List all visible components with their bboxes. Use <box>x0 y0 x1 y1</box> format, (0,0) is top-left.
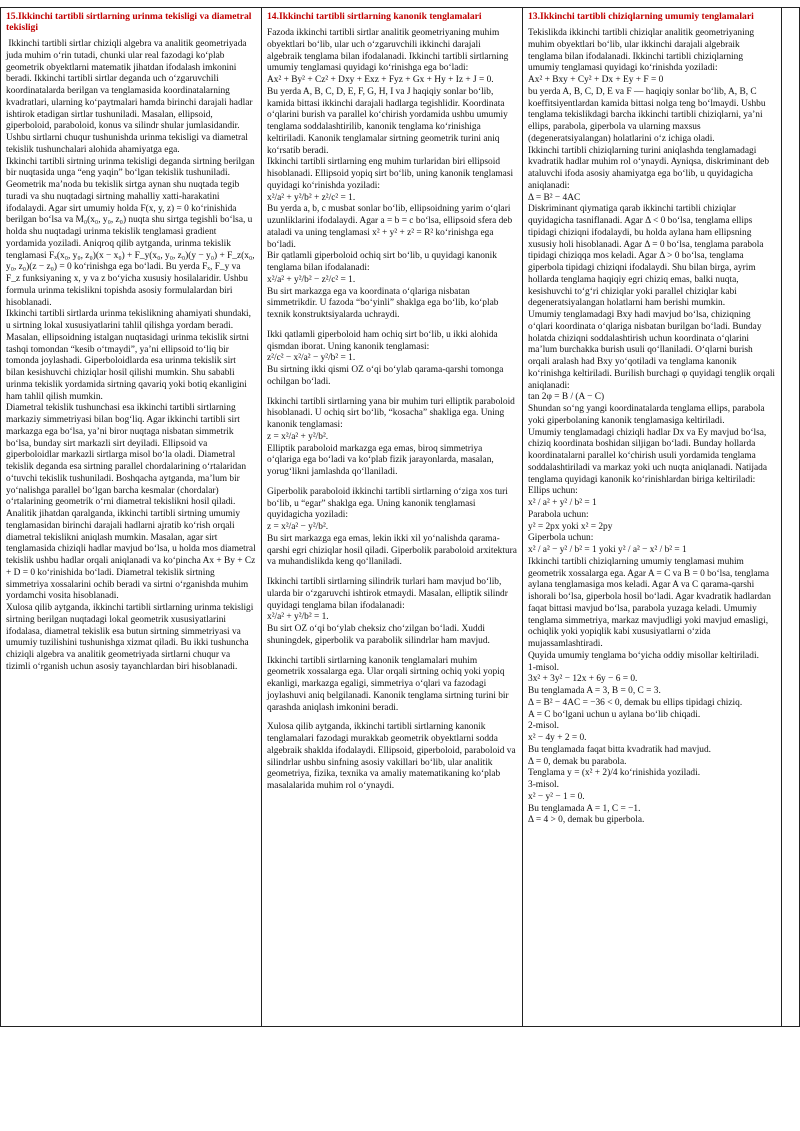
paragraph: Ikkinchi tartibli sirtlar chiziqli algebra va analitik geometriyada juda muhim o‘rin tutadi, chunki ular real fazodagi ko‘plab geometrik obyektlarni matematik jihatdan ifodalash imkonini beradi. Ikkinchi tartibli sirtlar deganda uch o‘zgaruvchili koordinatalarda berilgan va tenglamasida koordinatalarning kvadratlari, ularning ko‘paytmalari hamda birinchi darajali hadlar ishtirok etadigan sirtlar tushuniladi. Masalan, ellipsoid, giperboloid, paraboloid, konus va silindr shular jumlasidandir. Ushbu sirtlarni chuqur tushunishda urinma tekisligi va diametral tekislik tushunchalari alohida ahamiyatga ega. <box>6 39 255 155</box>
paragraph: Giperbola uchun: x² / a² − y² / b² = 1 yoki y² / a² − x² / b² = 1 <box>528 533 687 556</box>
paragraph: Giperbolik paraboloid ikkinchi tartibli sirtlarning o‘ziga xos turi bo‘lib, u “egar” shaklga ega. Uning kanonik tenglamasi quyidagicha yoziladi: z = x²/a² − y²/b². <box>267 486 508 533</box>
column-surfaces-canonical <box>262 8 523 1027</box>
section-body <box>528 28 776 827</box>
paragraph-gap <box>267 714 517 722</box>
paragraph-gap <box>267 648 517 656</box>
paragraph: Diametral tekislik tushunchasi esa ikkinchi tartibli sirtlarning markaziy simmetriyasi bilan bog‘liq. Agar ikkinchi tartibli sirt markazga ega bo‘lsa, ya’ni biror nuqtaga nisbatan simmetrik bo‘lsa, bunday sirt markazli sirt deyiladi. Ellipsoid va giperboloidlar markazli sirtlarga misol bo‘la oladi. Diametral tekislik deganda esa sirtning parallel chordalarining o‘rtalaridan o‘tuvchi tekislik tushuniladi. Boshqacha aytganda, ma’lum bir yo‘nalishga parallel bo‘lgan barcha kesmalar (chordalar) o‘rtalarining geometrik o‘rni diametral tekislikni hosil qiladi. <box>6 403 249 508</box>
paragraph: Ikkinchi tartibli sirtning urinma tekisligi deganda sirtning berilgan bir nuqtasida unga “eng yaqin” bo‘lgan tekislik tushuniladi. Geometrik ma’noda bu tekislik sirtga aynan shu nuqtada tegib turadi va shu nuqtadagi sirtning mahalliy xatti-harakatini ifodalaydi. Agar sirt umumiy holda F(x, y, z) = 0 ko‘rinishida berilgan bo‘lsa va M₀(x₀, y₀, z₀) nuqta shu sirtga tegishli bo‘lsa, u holda shu nuqtadagi urinma tekislik tenglamasi gradient yordamida yoziladi. Aniqroq qilib aytganda, urinma tekislik tenglamasi Fₓ(x₀, y₀, z₀)(x − x₀) + F_y(x₀, y₀, z₀)(y − y₀) + F_z(x₀, y₀, z₀)(z − z₀) = 0 ko‘rinishga ega bo‘ladi. Bu yerda Fₓ, F_y va F_z funksiyaning x, y va z bo‘yicha xususiy hosilalaridir. Ushbu formula urinma tekislikni topishda asosiy formulalardan biri hisoblanadi. <box>6 156 257 308</box>
paragraph: Ikki qatlamli giperboloid ham ochiq sirt bo‘lib, u ikki alohida qismdan iborat. Uning kanonik tenglamasi: z²/c² − x²/a² − y²/b² = 1. <box>267 329 498 364</box>
paragraph: Bu sirt OZ o‘qi bo‘ylab cheksiz cho‘zilgan bo‘ladi. Xuddi shuningdek, giperbolik va parabolik silindrlar ham mavjud. <box>267 624 490 646</box>
paragraph: Ikkinchi tartibli sirtlarning silindrik turlari ham mavjud bo‘lib, ularda bir o‘zgaruvchi ishtirok etmaydi. Masalan, elliptik silindr quyidagi tenglama bilan ifodalanadi: x²/a² + y²/b² = 1. <box>267 577 508 623</box>
paragraph: Elliptik paraboloid markazga ega emas, biroq simmetriya o‘qlariga ega bo‘ladi va ko‘plab fizik jarayonlarda, masalan, yorug‘likni jamlashda qo‘llaniladi. <box>267 443 497 478</box>
paragraph: Bu yerda A, B, C, D, E, F, G, H, I va J haqiqiy sonlar bo‘lib, kamida bittasi ikkinchi darajali hadlarga tegishlidir. Koordinata o‘qlarini burish va parallel ko‘chirish yordamida ushbu umumiy tenglama soddalashtirilib, kanonik tenglama ko‘rinishiga keltiriladi. Kanonik tenglamalar sirtning geometrik turini aniq ko‘rsatib beradi. <box>267 86 511 156</box>
paragraph: bu yerda A, B, C, D, E va F — haqiqiy sonlar bo‘lib, A, B, C koeffitsiyentlardan kamida bittasi nolga teng bo‘lmaydi. Ushbu tenglama tekislikdagi barcha ikkinchi tartibli chiziqlarni, ya’ni ellips, parabola, giperbola va ularning maxsus (degeneratsiyalangan) holatlarini o‘z ichiga oladi. <box>528 86 768 144</box>
paragraph: Ikkinchi tartibli sirtlarning eng muhim turlaridan biri ellipsoid hisoblanadi. Ellipsoid yopiq sirt bo‘lib, uning kanonik tenglamasi quyidagi ko‘rinishda yoziladi: x²/a² + y²/b² + z²/c² = 1. <box>267 157 514 203</box>
paragraph: Ikkinchi tartibli sirtlarning kanonik tenglamalari muhim geometrik xossalarga ega. Ular orqali sirtning ochiq yoki yopiq ekanligi, markazga egaligi, simmetriya o‘qlari va fazodagi joylashuvi aniq belgilanadi. Kanonik tenglama sirtning turini bir qarashda aniqlash imkonini beradi. <box>267 655 511 713</box>
paragraph-gap <box>267 569 517 577</box>
paragraph: Ikkinchi tartibli sirtlarning yana bir muhim turi elliptik paraboloid hisoblanadi. U ochiq sirt bo‘lib, “kosacha” shakliga ega. Uning kanonik tenglamasi: z = x²/a² + y²/b². <box>267 396 515 442</box>
paragraph: Ikkinchi tartibli chiziqlarning umumiy tenglamasi muhim geometrik xossalarga ega. Agar A = C va B = 0 bo‘lsa, tenglama aylana tenglamasiga mos keladi. Agar A va C qarama-qarshi ishorali bo‘lsa, giperbola hosil bo‘ladi. Agar kvadratik hadlardan faqat bittasi mavjud bo‘lsa, parabola yuzaga keladi. Umumiy tenglama simmetriya, markaz mavjudligi yoki mavjud emasligi, ochiqlik yoki yopiqlik kabi xususiyatlarni o‘zida mujassamlashtiradi. <box>528 556 774 650</box>
paragraph: Fazoda ikkinchi tartibli sirtlar analitik geometriyaning muhim obyektlari bo‘lib, ular uch o‘zgaruvchili ikkinchi darajali algebraik tenglama bilan ifodalanadi. Ikkinchi tartibli sirtlarning umumiy tenglamasi quyidagi ko‘rinishga ega bo‘ladi: Ax² + By² + Cz² + Dxy + Exz + Fyz + Gx + Hy + Iz + J = 0. <box>267 28 509 86</box>
paragraph: 2-misol. x² − 4y + 2 = 0. <box>528 721 587 744</box>
paragraph: Umumiy tenglamadagi Bxy hadi mavjud bo‘lsa, chiziqning o‘qlari koordinata o‘qlariga nisbatan burilgan bo‘ladi. Bunday holatda chiziqni soddalashtirish uchun koordinata o‘qlarini ma’lum burchakka burish usuli qo‘llaniladi. O‘qlarni burish orqali aralash had Bxy yo‘qotiladi va tenglama kanonik ko‘rinishga keltiriladi. Burilish burchagi φ quyidagi tenglik orqali aniqlanadi: tan 2φ = B / (A − C) <box>528 310 776 403</box>
column-curves-general <box>523 8 782 1027</box>
paragraph: Bu sirt markazga ega va koordinata o‘qlariga nisbatan simmetrikdir. U fazoda “bo‘yinli” shaklga ega bo‘lib, ko‘plab texnik konstruktsiyalarda uchraydi. <box>267 286 501 321</box>
paragraph: Xulosa qilib aytganda, ikkinchi tartibli sirtlarning urinma tekisligi sirtning berilgan nuqtadagi lokal geometrik xususiyatlarini ifodalasa, diametral tekislik esa butun sirtning simmetriyasi va umumiy tuzilishini tushunishga xizmat qiladi. Bu ikki tushuncha chiziqli algebra va analitik geometriyada sirtlarni chuqur va tizimli o‘rganish uchun asosiy tayanchlardan biri hisoblanadi. <box>6 603 256 672</box>
section-title: 13.Ikkinchi tartibli chiziqlarning umumiy tenglamalari <box>528 11 754 22</box>
paragraph: Xulosa qilib aytganda, ikkinchi tartibli sirtlarning kanonik tenglamalari fazodagi murakkab geometrik obyektlarni sodda algebraik shaklda ifodalaydi. Ellipsoid, giperboloid, paraboloid va silindrlar ushbu sinfning asosiy vakillari bo‘lib, ular analitik geometriya, fizika, texnika va amaliy matematikaning ko‘plab masalalarida muhim rol o‘ynaydi. <box>267 722 518 792</box>
paragraph: Shundan so‘ng yangi koordinatalarda tenglama ellips, parabola yoki giperbolaning kanonik tenglamasiga keltiriladi. <box>528 404 767 426</box>
paragraph: Umumiy tenglamadagi chiziqli hadlar Dx va Ey mavjud bo‘lsa, chiziq koordinata boshidan siljigan bo‘ladi. Bunday hollarda koordinatalarni parallel ko‘chirish usuli yordamida tenglama soddalashtiriladi va markaz yoki uch nuqta aniqlanadi. Natijada tenglama quyidagi kanonik ko‘rinishlardan biriga keltiriladi: <box>528 427 770 485</box>
paragraph: Ikkinchi tartibli sirtlarda urinma tekislikning ahamiyati shundaki, u sirtning lokal xususiyatlarini tahlil qilishga yordam beradi. Masalan, ellipsoidning istalgan nuqtasidagi urinma tekislik sirtni tashqi tomondan “kesib o‘tmaydi”, ya’ni ellipsoid to‘liq bir tomonda joylashadi. Giperboloidlarda esa urinma tekislik sirt bilan kesishuvchi chiziqlar hosil qilishi mumkin. Shu sababli urinma tekislik yordamida sirtning qavariq yoki botiq ekanligini ham tahlil qilish mumkin. <box>6 309 254 402</box>
paragraph: Analitik jihatdan qaralganda, ikkinchi tartibli sirtning umumiy tenglamasidan birinchi darajali hadlarni ajratib ko‘rish orqali diametral tekislikni aniqlash mumkin. Masalan, agar sirt tenglamasida chiziqli hadlar mavjud bo‘lsa, u holda mos diametral tekislik ushbu hadlar orqali aniqlanadi va ko‘pincha Ax + By + Cz + D = 0 ko‘rinishida bo‘ladi. Diametral tekislik sirtning simmetriya xossalarini ochib beradi va sirtni o‘rganishda muhim yordamchi vosita hisoblanadi. <box>6 509 259 602</box>
paragraph: Bu tenglamada A = 1, C = −1. Δ = 4 > 0, demak bu giperbola. <box>528 803 645 826</box>
paragraph: Diskriminant qiymatiga qarab ikkinchi tartibli chiziqlar quyidagicha tasniflanadi. Agar Δ < 0 bo‘lsa, tenglama ellips tipidagi chiziqni ifodalaydi, bu holda aylana ham ellipsning xususiy holi hisoblanadi. Agar Δ = 0 bo‘lsa, tenglama parabola tipidagi chiziqqa mos keladi. Agar Δ > 0 bo‘lsa, tenglama giperbola tipidagi chiziqni ifodalaydi. Shu bilan birga, ayrim hollarda tenglama haqiqiy egri chiziq emas, balki nuqta, kesishuvchi to‘g‘ri chiziqlar yoki parallel chiziqlar kabi degeneratsiyalangan holatlarni ham berishi mumkin. <box>528 204 766 309</box>
paragraph: 3-misol. x² − y² − 1 = 0. <box>528 780 585 802</box>
paragraph: 1-misol. 3x² + 3y² − 12x + 6y − 6 = 0. <box>528 662 638 685</box>
paragraph: Bu sirt markazga ega emas, lekin ikki xil yo‘nalishda qarama-qarshi egri chiziqlar hosil qiladi. Giperbolik paraboloid arxitektura va muhandislikda keng qo‘llaniladi. <box>267 533 520 568</box>
paragraph: Quyida umumiy tenglama bo‘yicha oddiy misollar keltiriladi. <box>528 650 759 661</box>
paragraph: Bu tenglamada A = 3, B = 0, C = 3. Δ = B² − 4AC = −36 < 0, demak bu ellips tipidagi chiziq. A = C bo‘lgani uchun u aylana bo‘lib chiqadi. <box>528 686 743 720</box>
paragraph-gap <box>267 322 517 330</box>
paragraph: Bu sirtning ikki qismi OZ o‘qi bo‘ylab qarama-qarshi tomonga ochilgan bo‘ladi. <box>267 365 506 387</box>
section-body <box>267 28 520 793</box>
paragraph: Bu yerda a, b, c musbat sonlar bo‘lib, ellipsoidning yarim o‘qlari uzunliklarini ifodalaydi. Agar a = b = c bo‘lsa, ellipsoid sfera deb ataladi va uning tenglamasi x² + y² + z² = R² ko‘rinishga ega bo‘ladi. <box>267 204 515 250</box>
column-surfaces-tangent-plane <box>1 8 262 1027</box>
empty-column <box>782 8 800 1027</box>
paragraph: Ellips uchun: x² / a² + y² / b² = 1 <box>528 486 597 509</box>
paragraph: Tekislikda ikkinchi tartibli chiziqlar analitik geometriyaning muhim obyektlari bo‘lib, ular ikkinchi darajali algebraik tenglama bilan ifodalanadi. Ikkinchi tartibli chiziqlarning umumiy tenglamasi quyidagi ko‘rinishda yoziladi: Ax² + Bxy + Cy² + Dx + Ey + F = 0 <box>528 28 755 86</box>
paragraph-gap <box>267 389 517 397</box>
table-row <box>1 8 800 1027</box>
paragraph: Bu tenglamada faqat bitta kvadratik had mavjud. Δ = 0, demak bu parabola. Tenglama y = (x² + 2)/4 ko‘rinishida yoziladi. <box>528 744 712 779</box>
content-table <box>0 7 800 1027</box>
section-title: 15.Ikkinchi tartibli sirtlarning urinma tekisligi va diametral tekisligi <box>6 11 252 34</box>
section-title: 14.Ikkinchi tartibli sirtlarning kanonik tenglamalari <box>267 11 482 22</box>
paragraph-gap <box>267 479 517 487</box>
section-body <box>6 39 259 674</box>
paragraph: Ikkinchi tartibli chiziqlarning turini aniqlashda tenglamadagi kvadratik hadlar muhim rol o‘ynaydi. Ayniqsa, diskriminant deb ataluvchi ifoda asosiy ahamiyatga ega bo‘lib, u quyidagicha aniqlanadi: Δ = B² − 4AC <box>528 145 770 203</box>
paragraph: Parabola uchun: y² = 2px yoki x² = 2py <box>528 509 613 532</box>
paragraph: Bir qatlamli giperboloid ochiq sirt bo‘lib, u quyidagi kanonik tenglama bilan ifodalanadi: x²/a² + y²/b² − z²/c² = 1. <box>267 251 497 285</box>
